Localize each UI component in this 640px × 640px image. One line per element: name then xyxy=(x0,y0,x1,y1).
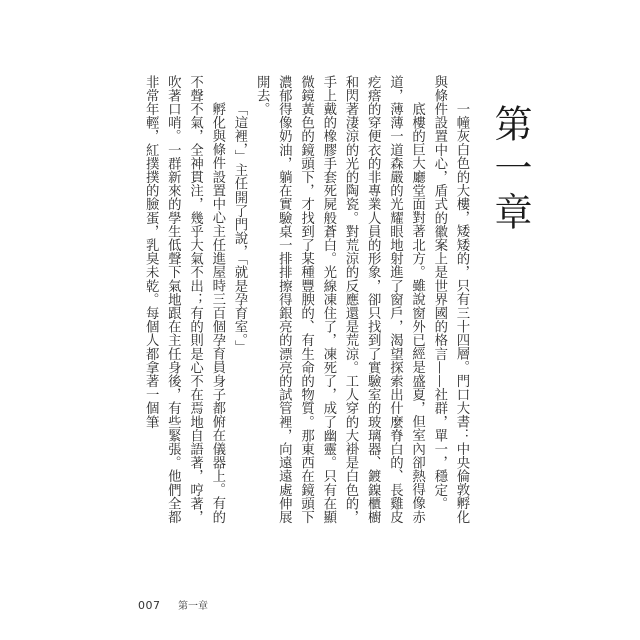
running-head: 第一章 xyxy=(178,601,208,612)
page-footer xyxy=(138,597,208,612)
paragraph-2: 底樓的巨大廳堂面對著北方。雖說窗外已經是盛夏，但室內卻熱得像赤道，薄薄一道森嚴的光耀眼地射進了窗戶，渴望探索出什麼脊白的、長雞皮疙瘩的穿便衣的非專業人員的形象，卻只找到了實驗室的玻璃器、鍍鎳櫃櫥和閃著淒涼的光的陶瓷。對荒涼的反應還是荒涼。工人穿的大褂是白色的，手上戴的橡膠手套死屍般蒼白。光線凍住了，凍死了，成了幽靈。只有在顯微鏡黃色的鏡頭下，才找到了某種豐腴的、有生命的物質。那東西在鏡頭下濃郁得像奶油，躺在實驗桌一排排擦得銀亮的漂亮的試管裡，向遠遠處伸展開去。 xyxy=(254,75,425,524)
paragraph-4: 孵化與條件設置中心主任進屋時三百個孕育員身子都俯在儀器上。有的不聲不氣，全神貫注，幾乎大氣不出；有的則是心不在焉地自語著，哼著，吹著口哨。一群新來的學生低聲下氣地跟在主任身後，有些緊張。他們全都非常年輕，紅撲撲的臉蛋，乳臭未乾。每個人都拿著一個筆 xyxy=(143,75,225,524)
chapter-title: 第一章 xyxy=(488,104,532,236)
paragraph-3: 「這裡，」主任開了門說，「就是孕育室。」 xyxy=(231,101,247,354)
body-text xyxy=(52,75,472,535)
paragraph-1: 一幢灰白色的大樓，矮矮的，只有三十四層。門口大書：中央倫敦孵化與條件設置中心，盾式的徽案上是世界國的格言——社群，單一，穩定。 xyxy=(431,75,469,524)
page-number: 007 xyxy=(138,599,161,612)
